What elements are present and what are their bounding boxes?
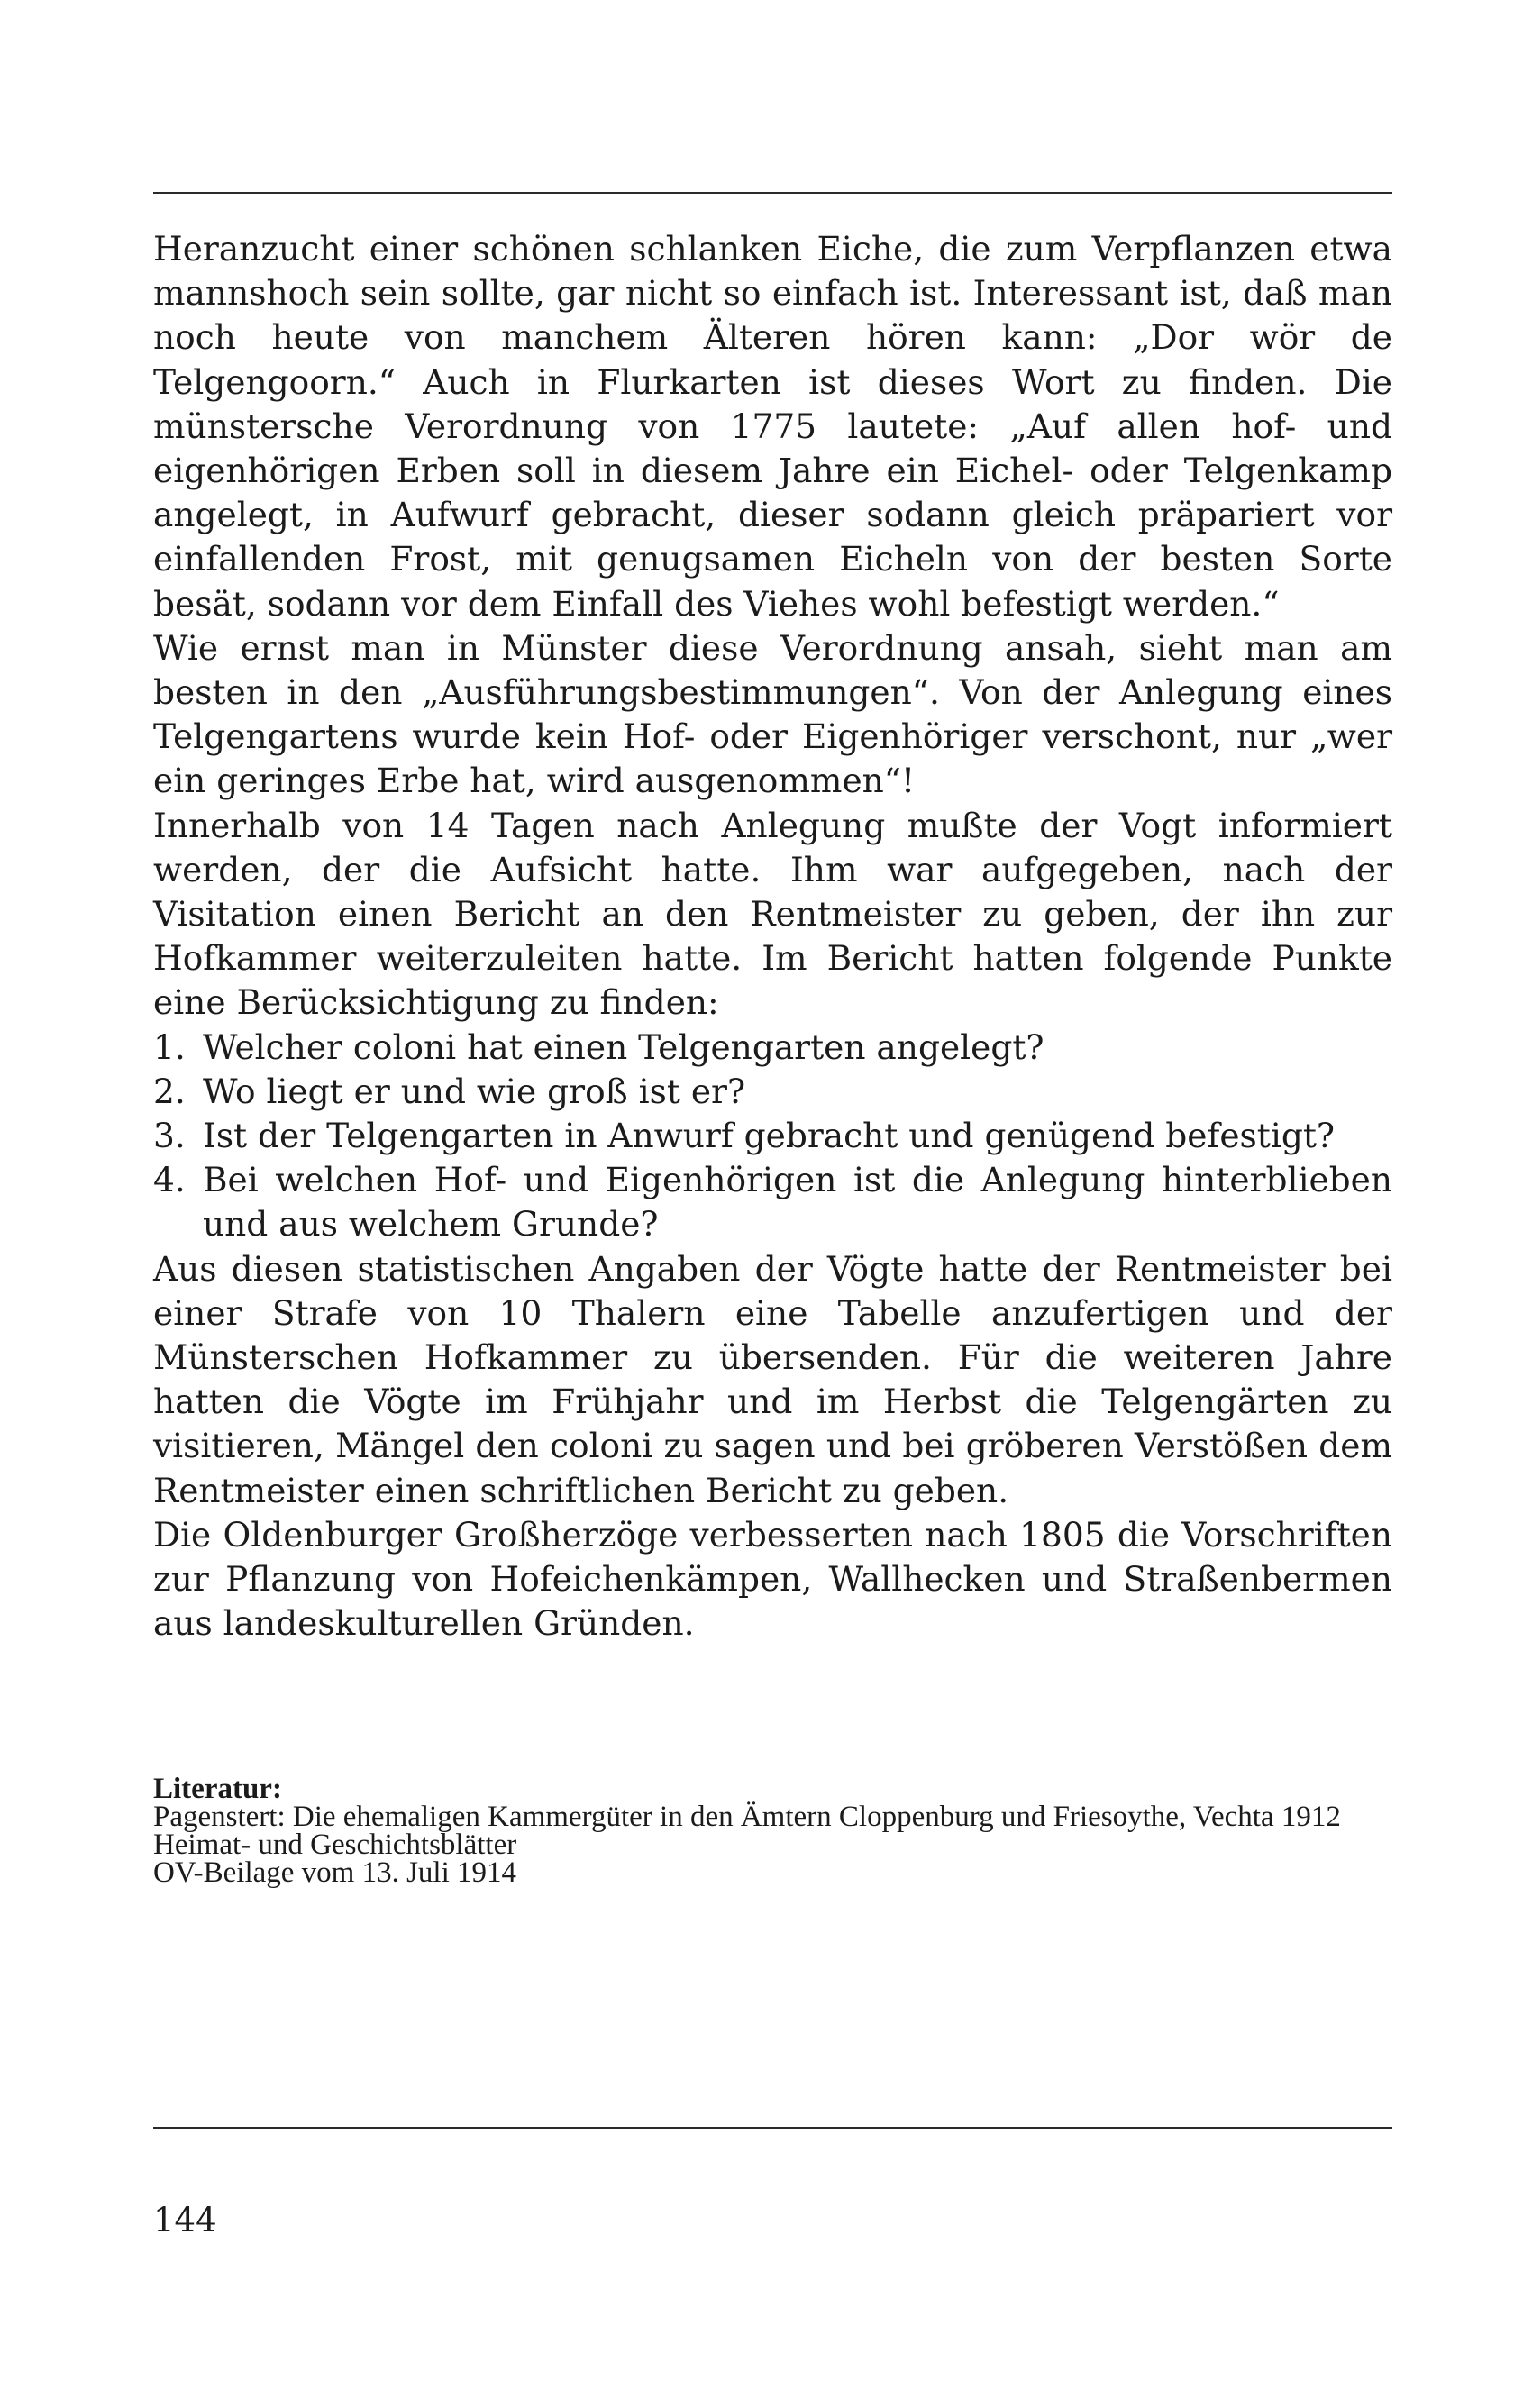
- list-number: 1.: [153, 1026, 186, 1067]
- list-item: [153, 1026, 1392, 1070]
- body-text: [153, 227, 1392, 1646]
- list-number: 3.: [153, 1116, 186, 1156]
- bottom-rule: [153, 2127, 1392, 2129]
- literature-heading: Literatur:: [153, 1773, 282, 1805]
- list-number: 4.: [153, 1160, 186, 1200]
- list-item: [153, 1158, 1392, 1246]
- top-rule: [153, 192, 1392, 194]
- literature-entry: Heimat- und Geschichtsblätter: [153, 1829, 517, 1861]
- paragraph: Heranzucht einer schönen schlanken Eiche, die zum Verpflanzen etwa mannshoch sein sollte, gar nicht so einfach ist. Interessant ist, daß man noch heute von manchem Älteren hören kann: „Dor wör de Telgengoorn.“ Auch in Flurkarten ist dieses Wort zu finden. Die münstersche Verordnung von 1775 lautete: „Auf allen hof- und eigenhörigen Erben soll in diesem Jahre ein Eichel- oder Telgenkamp angelegt, in Aufwurf gebracht, dieser sodann gleich präpariert vor einfallenden Frost, mit genugsamen Eicheln von der besten Sorte besät, sodann vor dem Einfall des Viehes wohl befestigt werden.“: [153, 229, 1392, 624]
- paragraph: Wie ernst man in Münster diese Verordnung ansah, sieht man am besten in den „Ausführungsbestimmungen“. Von der Anlegung eines Telgengartens wurde kein Hof- oder Eigenhöriger verschont, nur „wer ein geringes Erbe hat, wird ausgenommen“!: [153, 627, 1392, 801]
- criteria-list: [153, 1026, 1392, 1247]
- list-text: Bei welchen Hof- und Eigenhörigen ist die Anlegung hinterblieben und aus welchem Grunde?: [203, 1160, 1392, 1245]
- paragraph: Innerhalb von 14 Tagen nach Anlegung mußte der Vogt informiert werden, der die Aufsicht hatte. Ihm war aufgegeben, nach der Visitation einen Bericht an den Rentmeister zu geben, der ihn zur Hofkammer weiterzuleiten hatte. Im Bericht hatten folgende Punkte eine Berücksichtigung zu finden:: [153, 805, 1392, 1023]
- literature-entry: Pagenstert: Die ehemaligen Kammergüter in den Ämtern Cloppenburg und Friesoythe, Vechta 1912: [153, 1801, 1341, 1833]
- list-item: [153, 1114, 1392, 1158]
- list-text: Ist der Telgengarten in Anwurf gebracht und genügend befestigt?: [203, 1116, 1336, 1156]
- paragraph: Aus diesen statistischen Angaben der Vögte hatte der Rentmeister bei einer Strafe von 10 Thalern eine Tabelle anzufertigen und der Münsterschen Hofkammer zu übersenden. Für die weiteren Jahre hatten die Vögte im Frühjahr und im Herbst die Telgengärten zu visitieren, Mängel den coloni zu sagen und bei gröberen Verstößen dem Rentmeister einen schriftlichen Bericht zu geben.: [153, 1248, 1392, 1510]
- literature-entry: OV-Beilage vom 13. Juli 1914: [153, 1856, 517, 1889]
- paragraph: Die Oldenburger Großherzöge verbesserten nach 1805 die Vorschriften zur Pflanzung von Hofeichenkämpen, Wallhecken und Straßenbermen aus landeskulturellen Gründen.: [153, 1514, 1392, 1644]
- list-item: [153, 1070, 1392, 1114]
- list-number: 2.: [153, 1071, 186, 1111]
- page-number: 144: [153, 2201, 217, 2239]
- list-text: Wo liegt er und wie groß ist er?: [203, 1071, 746, 1111]
- list-text: Welcher coloni hat einen Telgengarten angelegt?: [203, 1026, 1044, 1067]
- literature-section: [153, 1775, 1392, 1887]
